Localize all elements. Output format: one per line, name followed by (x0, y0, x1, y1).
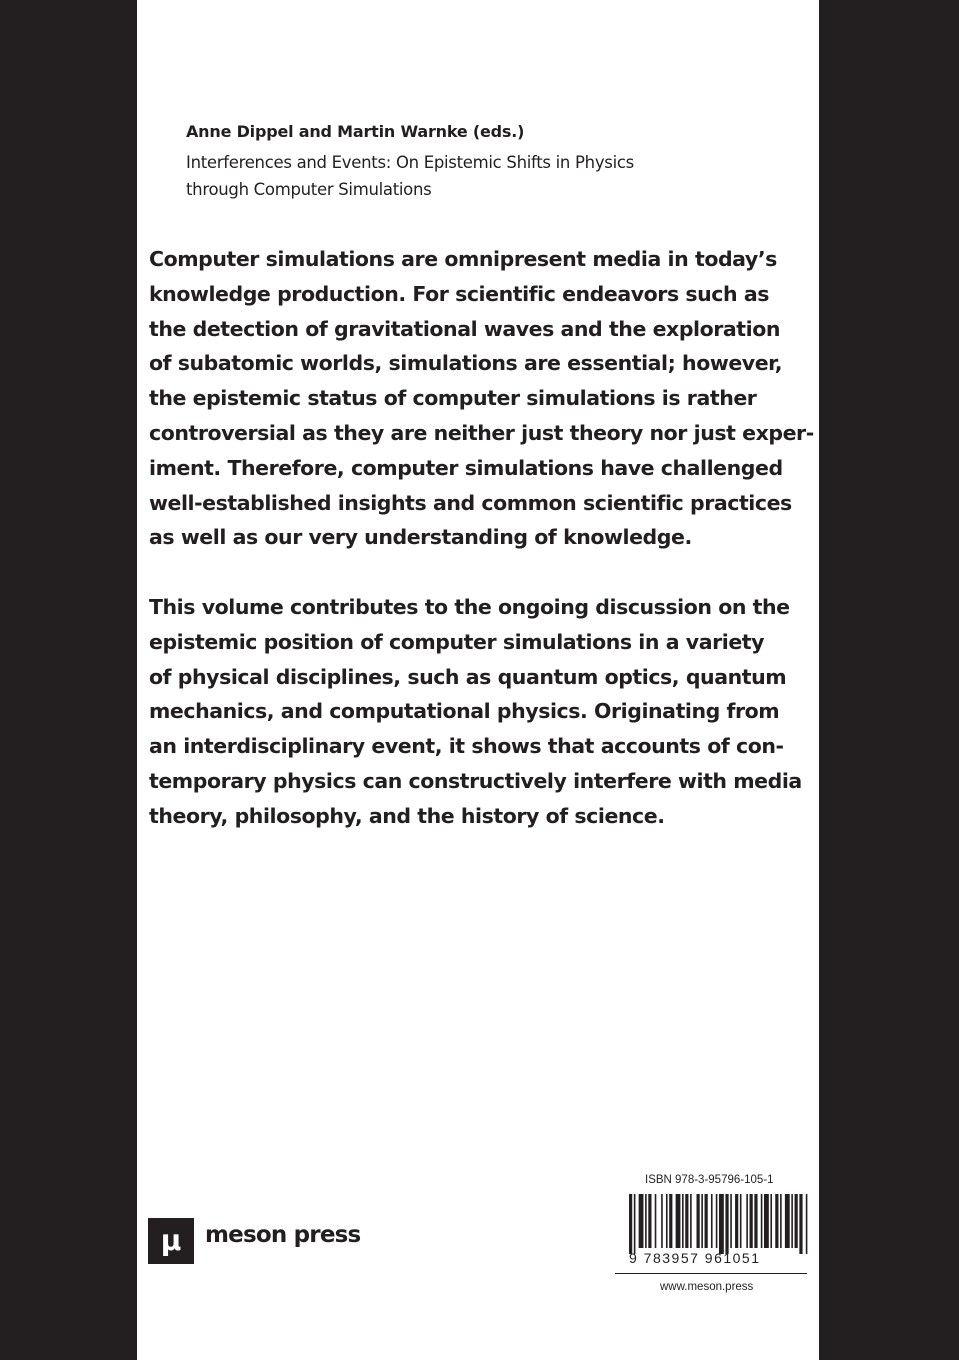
barcode-bar (655, 1194, 657, 1248)
barcode-bar (634, 1194, 636, 1254)
barcode-bar (666, 1194, 668, 1248)
barcode-bar (735, 1194, 738, 1248)
barcode-bar (730, 1194, 732, 1248)
meson-press-logo-icon (148, 1218, 194, 1264)
barcode-bar (764, 1194, 769, 1248)
barcode-bar (770, 1194, 772, 1248)
barcode-bar (639, 1194, 644, 1248)
barcode-bar (648, 1194, 651, 1248)
editors-line: Anne Dippel and Martin Warnke (eds.) (186, 122, 525, 141)
blurb-line: the detection of gravitational waves and the exploration (149, 316, 781, 341)
barcode-bar (754, 1194, 757, 1248)
divider (615, 1273, 807, 1274)
barcode-bar (711, 1194, 713, 1248)
barcode-bar (799, 1194, 802, 1254)
barcode-bar (746, 1194, 748, 1248)
barcode-bar (780, 1194, 782, 1248)
barcode-bar (690, 1194, 692, 1248)
barcode-bar (645, 1194, 647, 1248)
barcode-bar (629, 1194, 632, 1254)
barcode-bar (740, 1194, 742, 1248)
publisher-website: www.meson.press (660, 1281, 754, 1293)
barcode-bar (791, 1194, 793, 1248)
blurb-line: of physical disciplines, such as quantum optics, quantum (149, 664, 787, 689)
blurb-line: Computer simulations are omnipresent media in today’s (149, 247, 777, 271)
barcode-bar (705, 1194, 708, 1248)
barcode-bar (676, 1194, 681, 1248)
barcode-bar (701, 1194, 703, 1248)
book-title-line: Interferences and Events: On Epistemic Shifts in Physics (186, 153, 634, 172)
blurb-line: epistemic position of computer simulations in a variety (149, 629, 765, 654)
barcode-bar (806, 1194, 808, 1254)
barcode-bar (725, 1194, 728, 1254)
blurb-line: knowledge production. For scientific endeavors such as (149, 281, 769, 306)
blurb-line: iment. Therefore, computer simulations have challenged (149, 455, 783, 480)
barcode-bar (669, 1194, 672, 1248)
blurb-line: temporary physics can constructively interfere with media (149, 768, 802, 793)
barcode-bar (785, 1194, 790, 1248)
blurb-line: well-established insights and common scientific practices (149, 490, 792, 515)
blurb-line: as well as our very understanding of knowledge. (149, 525, 692, 550)
isbn-label: ISBN 978-3-95796-105-1 (645, 1174, 774, 1186)
book-title (186, 149, 706, 203)
blurb-line: This volume contributes to the ongoing discussion on the (149, 595, 790, 619)
blurb-line: theory, philosophy, and the history of science. (149, 803, 665, 828)
publisher-name: meson press (205, 1222, 361, 1248)
blurb-line: an interdisciplinary event, it shows that accounts of con- (149, 734, 784, 759)
barcode-bar (716, 1194, 718, 1248)
book-title-line: through Computer Simulations (186, 180, 432, 199)
blurb-paragraph-2 (149, 590, 809, 834)
blurb-line: mechanics, and computational physics. Originating from (149, 699, 780, 724)
barcode-icon (629, 1194, 809, 1254)
mu-logo-glyph: μ (160, 1224, 182, 1257)
barcode-bar (685, 1194, 688, 1248)
barcode-bar (697, 1194, 700, 1248)
blurb-line: of subatomic worlds, simulations are essential; however, (149, 351, 783, 376)
blurb-line: controversial as they are neither just theory nor just exper- (149, 420, 814, 445)
barcode-digits: 9 783957 961051 (629, 1250, 761, 1266)
barcode-bar (682, 1194, 684, 1248)
barcode-bar (761, 1194, 763, 1248)
barcode-bar (795, 1194, 798, 1248)
barcode-bar (719, 1194, 724, 1254)
blurb-paragraph-1 (149, 242, 814, 555)
blurb-line: the epistemic status of computer simulations is rather (149, 386, 757, 411)
barcode-bar (661, 1194, 663, 1248)
back-cover-page (137, 0, 819, 1360)
barcode-bar (775, 1194, 778, 1248)
barcode-bar (750, 1194, 753, 1248)
